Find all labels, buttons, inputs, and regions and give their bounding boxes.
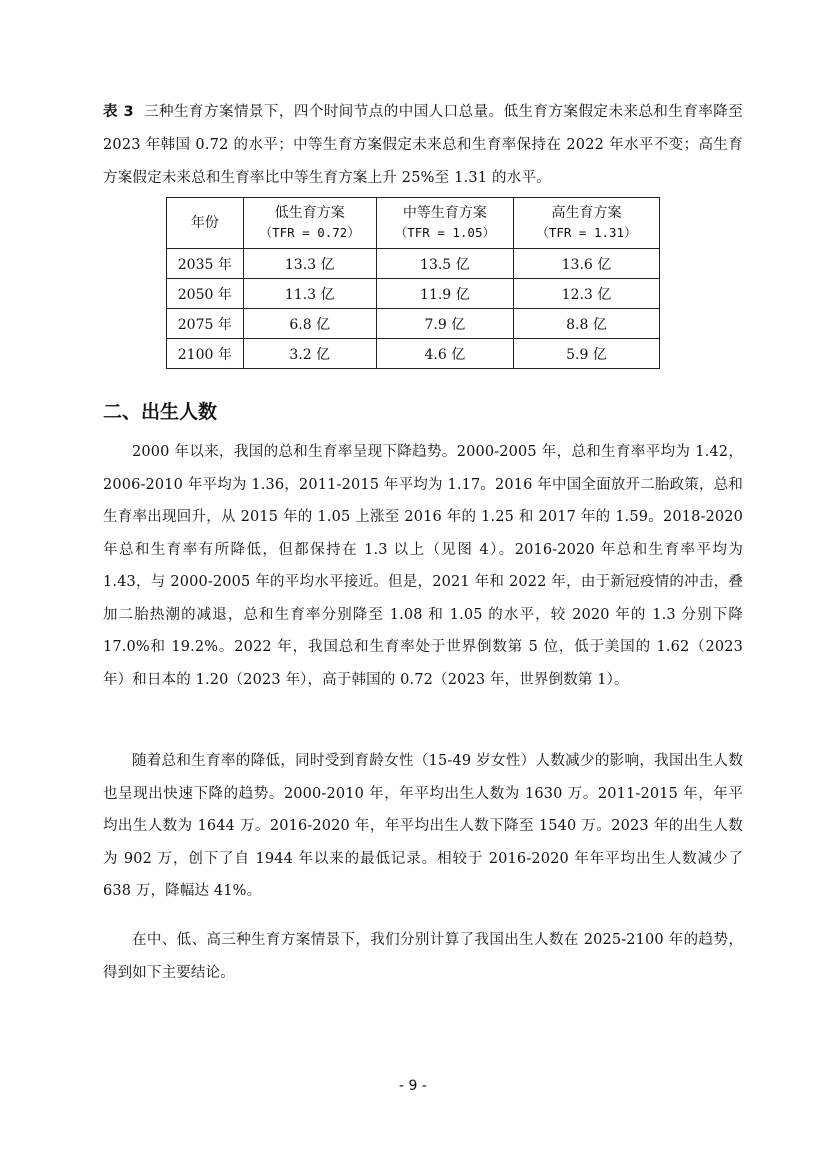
header-mid-label: 中等生育方案 [402, 205, 487, 221]
cell-low: 13.3 亿 [243, 249, 376, 279]
cell-high: 12.3 亿 [513, 279, 659, 309]
cell-mid: 7.9 亿 [376, 309, 513, 339]
header-high [513, 198, 659, 249]
table-caption-label: 表 3 [103, 104, 134, 120]
table-row [167, 339, 660, 369]
cell-mid: 4.6 亿 [376, 339, 513, 369]
cell-low: 6.8 亿 [243, 309, 376, 339]
cell-high: 8.8 亿 [513, 309, 659, 339]
cell-mid: 13.5 亿 [376, 249, 513, 279]
header-high-label: 高生育方案 [551, 205, 622, 221]
header-mid [376, 198, 513, 249]
cell-mid: 11.9 亿 [376, 279, 513, 309]
table-row [167, 279, 660, 309]
paragraph: 在中、低、高三种生育方案情景下，我们分别计算了我国出生人数在 2025-2100 年的趋势，得到如下主要结论。 [103, 932, 743, 981]
header-low-label: 低生育方案 [274, 205, 345, 221]
section-heading: 二、出生人数 [103, 401, 218, 423]
paragraph: 2000 年以来，我国的总和生育率呈现下降趋势。2000-2005 年，总和生育率平均为 1.42，2006-2010 年平均为 1.36，2011-2015 年平均为 1.17。2016 年中国全面放开二胎政策，总和生育率出现回升，从 2015 年的 1.05 上涨至 2016 年的 1.25 和 2017 年的 1.59。2018-2020 年总和生育率有所降低，但都保持在 1.3 以上（见图 4）。2016-2020 年总和生育率平均为 1.43，与 2000-2005 年的平均水平接近。但是，2021 年和 2022 年，由于新冠疫情的冲击，叠加二胎热潮的减退，总和生育率分别降至 1.08 和 1.05 的水平，较 2020 年的 1.3 分别下降 17.0%和 19.2%。2022 年，我国总和生育率处于世界倒数第 5 位，低于美国的 1.62（2023 年）和日本的 1.20（2023 年），高于韩国的 0.72（2023 年，世界倒数第 1）。 [103, 444, 743, 688]
cell-high: 13.6 亿 [513, 249, 659, 279]
table-row [167, 309, 660, 339]
cell-year: 2035 年 [167, 249, 244, 279]
population-table [166, 197, 660, 369]
table-header-row [167, 198, 660, 249]
table-row [167, 249, 660, 279]
header-low-tfr: （TFR = 0.72） [259, 225, 360, 240]
paragraph: 随着总和生育率的降低，同时受到育龄女性（15-49 岁女性）人数减少的影响，我国出生人数也呈现出快速下降的趋势。2000-2010 年，年平均出生人数为 1630 万。2011-2015 年，年平均出生人数为 1644 万。2016-2020 年，年平均出生人数下降至 1540 万。2023 年的出生人数为 902 万，创下了自 1944 年以来的最低记录。相较于 2016-2020 年年平均出生人数减少了 638 万，降幅达 41%。 [103, 753, 743, 899]
table-caption-text: 三种生育方案情景下，四个时间节点的中国人口总量。低生育方案假定未来总和生育率降至 2023 年韩国 0.72 的水平；中等生育方案假定未来总和生育率保持在 2022 年水平不变；高生育方案假定未来总和生育率比中等生育方案上升 25%至 1.31 的水平。 [103, 104, 743, 186]
cell-low: 11.3 亿 [243, 279, 376, 309]
header-high-tfr: （TFR = 1.31） [536, 225, 637, 240]
cell-low: 3.2 亿 [243, 339, 376, 369]
cell-high: 5.9 亿 [513, 339, 659, 369]
cell-year: 2050 年 [167, 279, 244, 309]
cell-year: 2100 年 [167, 339, 244, 369]
cell-year: 2075 年 [167, 309, 244, 339]
header-mid-tfr: （TFR = 1.05） [394, 225, 495, 240]
table-caption [103, 96, 743, 195]
header-low [243, 198, 376, 249]
header-year: 年份 [167, 198, 244, 249]
page-number: - 9 - [399, 1078, 427, 1094]
